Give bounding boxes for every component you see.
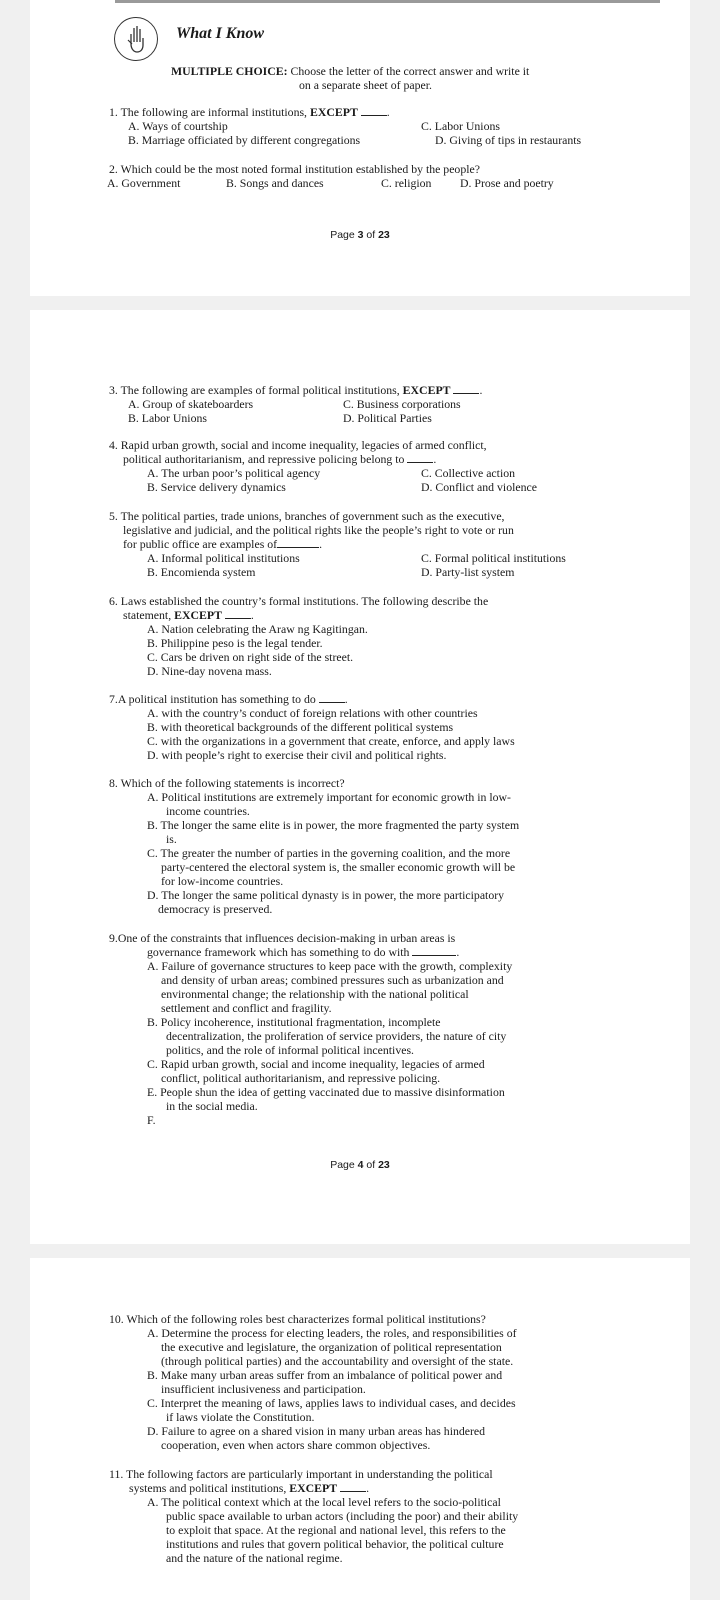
q9-option-b-1: B. Policy incoherence, institutional fragmentation, incomplete (147, 1015, 441, 1029)
q9-option-f: F. (147, 1113, 156, 1127)
q3-option-a: A. Group of skateboarders (128, 397, 254, 411)
q8-option-d-1: D. The longer the same political dynasty is in power, the more participatory (147, 888, 505, 902)
q10-option-b-2: insufficient inclusiveness and participation. (161, 1382, 366, 1396)
q8-option-c-3: for low-income countries. (161, 874, 284, 888)
q9-option-a-1: A. Failure of governance structures to keep pace with the growth, complexity (147, 959, 513, 973)
q8-option-b-2: is. (166, 832, 177, 846)
q7-option-c: C. with the organizations in a government that create, enforce, and apply laws (147, 734, 515, 748)
q2-option-d: D. Prose and poetry (460, 176, 554, 190)
q9-line-2: governance framework which has something to do with . (147, 945, 460, 959)
q9-option-b-3: politics, and the role of informal political incentives. (166, 1043, 414, 1057)
q9-option-a-3: environmental change; the relationship with the national political (161, 987, 469, 1001)
q1-option-a: A. Ways of courtship (128, 119, 228, 133)
q5-line-2: legislative and judicial, and the political rights like the people’s right to vote or run (123, 523, 514, 537)
q1-option-c: C. Labor Unions (421, 119, 500, 133)
q9-option-e-1: E. People shun the idea of getting vaccinated due to massive disinformation (147, 1085, 505, 1099)
q8-option-d-2: democracy is preserved. (158, 902, 273, 916)
q9-option-b-2: decentralization, the proliferation of service providers, the nature of city (166, 1029, 507, 1043)
q4-option-c: C. Collective action (421, 466, 516, 480)
q6-line-2: statement, EXCEPT . (123, 608, 254, 622)
q9-option-c-1: C. Rapid urban growth, social and income inequality, legacies of armed (147, 1057, 485, 1071)
q10-option-b-1: B. Make many urban areas suffer from an imbalance of political power and (147, 1368, 503, 1382)
q5-option-a: A. Informal political institutions (147, 551, 300, 565)
q10-option-a-3: (through political parties) and the accountability and oversight of the state. (161, 1354, 514, 1368)
q6-option-d: D. Nine-day novena mass. (147, 664, 272, 678)
hand-icon (114, 17, 158, 61)
page-top-rule (115, 0, 660, 3)
q8-option-b-1: B. The longer the same elite is in power, the more fragmented the party system (147, 818, 520, 832)
instructions-line-1: MULTIPLE CHOICE: Choose the letter of the correct answer and write it (171, 64, 530, 78)
q6-line-1: 6. Laws established the country’s formal institutions. The following describe the (109, 594, 489, 608)
q10-stem: 10. Which of the following roles best characterizes formal political institutions? (109, 1312, 486, 1326)
document-page-5 (30, 1258, 690, 1600)
q3-stem: 3. The following are examples of formal political institutions, EXCEPT . (109, 383, 483, 397)
q11-line-1: 11. The following factors are particularly important in understanding the political (109, 1467, 493, 1481)
q11-option-a-5: and the nature of the national regime. (166, 1551, 343, 1565)
q9-option-c-2: conflict, political authoritarianism, and repressive policing. (161, 1071, 441, 1085)
q6-option-a: A. Nation celebrating the Araw ng Kagitingan. (147, 622, 368, 636)
q10-option-d-2: cooperation, even when actors share common objectives. (161, 1438, 431, 1452)
instructions-line-2: on a separate sheet of paper. (299, 78, 432, 92)
q11-option-a-1: A. The political context which at the local level refers to the socio-political (147, 1495, 501, 1509)
q7-stem: 7.A political institution has something to do . (109, 692, 348, 706)
q10-option-c-2: if laws violate the Constitution. (166, 1410, 315, 1424)
q4-line-2: political authoritarianism, and repressive policing belong to . (123, 452, 437, 466)
q3-option-c: C. Business corporations (343, 397, 461, 411)
q8-option-a-1: A. Political institutions are extremely important for economic growth in low- (147, 790, 511, 804)
page-number: Page 3 of 23 (330, 229, 390, 241)
q1-option-b: B. Marriage officiated by different congregations (128, 133, 361, 147)
q7-option-d: D. with people’s right to exercise their civil and political rights. (147, 748, 447, 762)
q11-line-2: systems and political institutions, EXCEPT . (129, 1481, 370, 1495)
document-page-3 (30, 0, 690, 296)
section-title: What I Know (176, 25, 265, 42)
q5-line-1: 5. The political parties, trade unions, branches of government such as the executive, (109, 509, 505, 523)
q4-option-a: A. The urban poor’s political agency (147, 466, 321, 480)
q1-option-d: D. Giving of tips in restaurants (435, 133, 582, 147)
q9-option-a-4: settlement and conflict and fragility. (161, 1001, 332, 1015)
q6-option-c: C. Cars be driven on right side of the street. (147, 650, 354, 664)
q7-option-a: A. with the country’s conduct of foreign relations with other countries (147, 706, 478, 720)
q8-stem: 8. Which of the following statements is incorrect? (109, 776, 345, 790)
q4-option-b: B. Service delivery dynamics (147, 480, 286, 494)
q10-option-c-1: C. Interpret the meaning of laws, applies laws to individual cases, and decides (147, 1396, 516, 1410)
q4-line-1: 4. Rapid urban growth, social and income inequality, legacies of armed conflict, (109, 438, 487, 452)
q10-option-d-1: D. Failure to agree on a shared vision in many urban areas has hindered (147, 1424, 486, 1438)
q11-option-a-3: to exploit that space. At the regional and national level, this refers to the (166, 1523, 506, 1537)
q11-option-a-4: institutions and rules that govern political behavior, the political culture (166, 1537, 504, 1551)
q2-stem: 2. Which could be the most noted formal institution established by the people? (109, 162, 480, 176)
q10-option-a-1: A. Determine the process for electing leaders, the roles, and responsibilities of (147, 1326, 517, 1340)
q3-option-b: B. Labor Unions (128, 411, 207, 425)
q1-stem: 1. The following are informal institutions, EXCEPT . (109, 105, 390, 119)
q4-option-d: D. Conflict and violence (421, 480, 537, 494)
q5-option-d: D. Party-list system (421, 565, 515, 579)
q9-option-a-2: and density of urban areas; combined pressures such as urbanization and (161, 973, 504, 987)
q5-option-b: B. Encomienda system (147, 565, 256, 579)
q8-option-c-1: C. The greater the number of parties in the governing coalition, and the more (147, 846, 511, 860)
q10-option-a-2: the executive and legislature, the organization of political representation (161, 1340, 502, 1354)
q3-option-d: D. Political Parties (343, 411, 432, 425)
q8-option-a-2: income countries. (166, 804, 250, 818)
q9-line-1: 9.One of the constraints that influences decision-making in urban areas is (109, 931, 456, 945)
page-number: Page 4 of 23 (330, 1159, 390, 1171)
q2-option-a: A. Government (107, 176, 181, 190)
q9-option-e-2: in the social media. (166, 1099, 258, 1113)
q5-option-c: C. Formal political institutions (421, 551, 566, 565)
q11-option-a-2: public space available to urban actors (including the poor) and their ability (166, 1509, 519, 1523)
q2-option-b: B. Songs and dances (226, 176, 324, 190)
q8-option-c-2: party-centered the electoral system is, the smaller economic growth will be (161, 860, 516, 874)
q6-option-b: B. Philippine peso is the legal tender. (147, 636, 323, 650)
q2-option-c: C. religion (381, 176, 432, 190)
q7-option-b: B. with theoretical backgrounds of the different political systems (147, 720, 454, 734)
document-page-4 (30, 310, 690, 1244)
q5-line-3: for public office are examples of . (123, 537, 323, 551)
